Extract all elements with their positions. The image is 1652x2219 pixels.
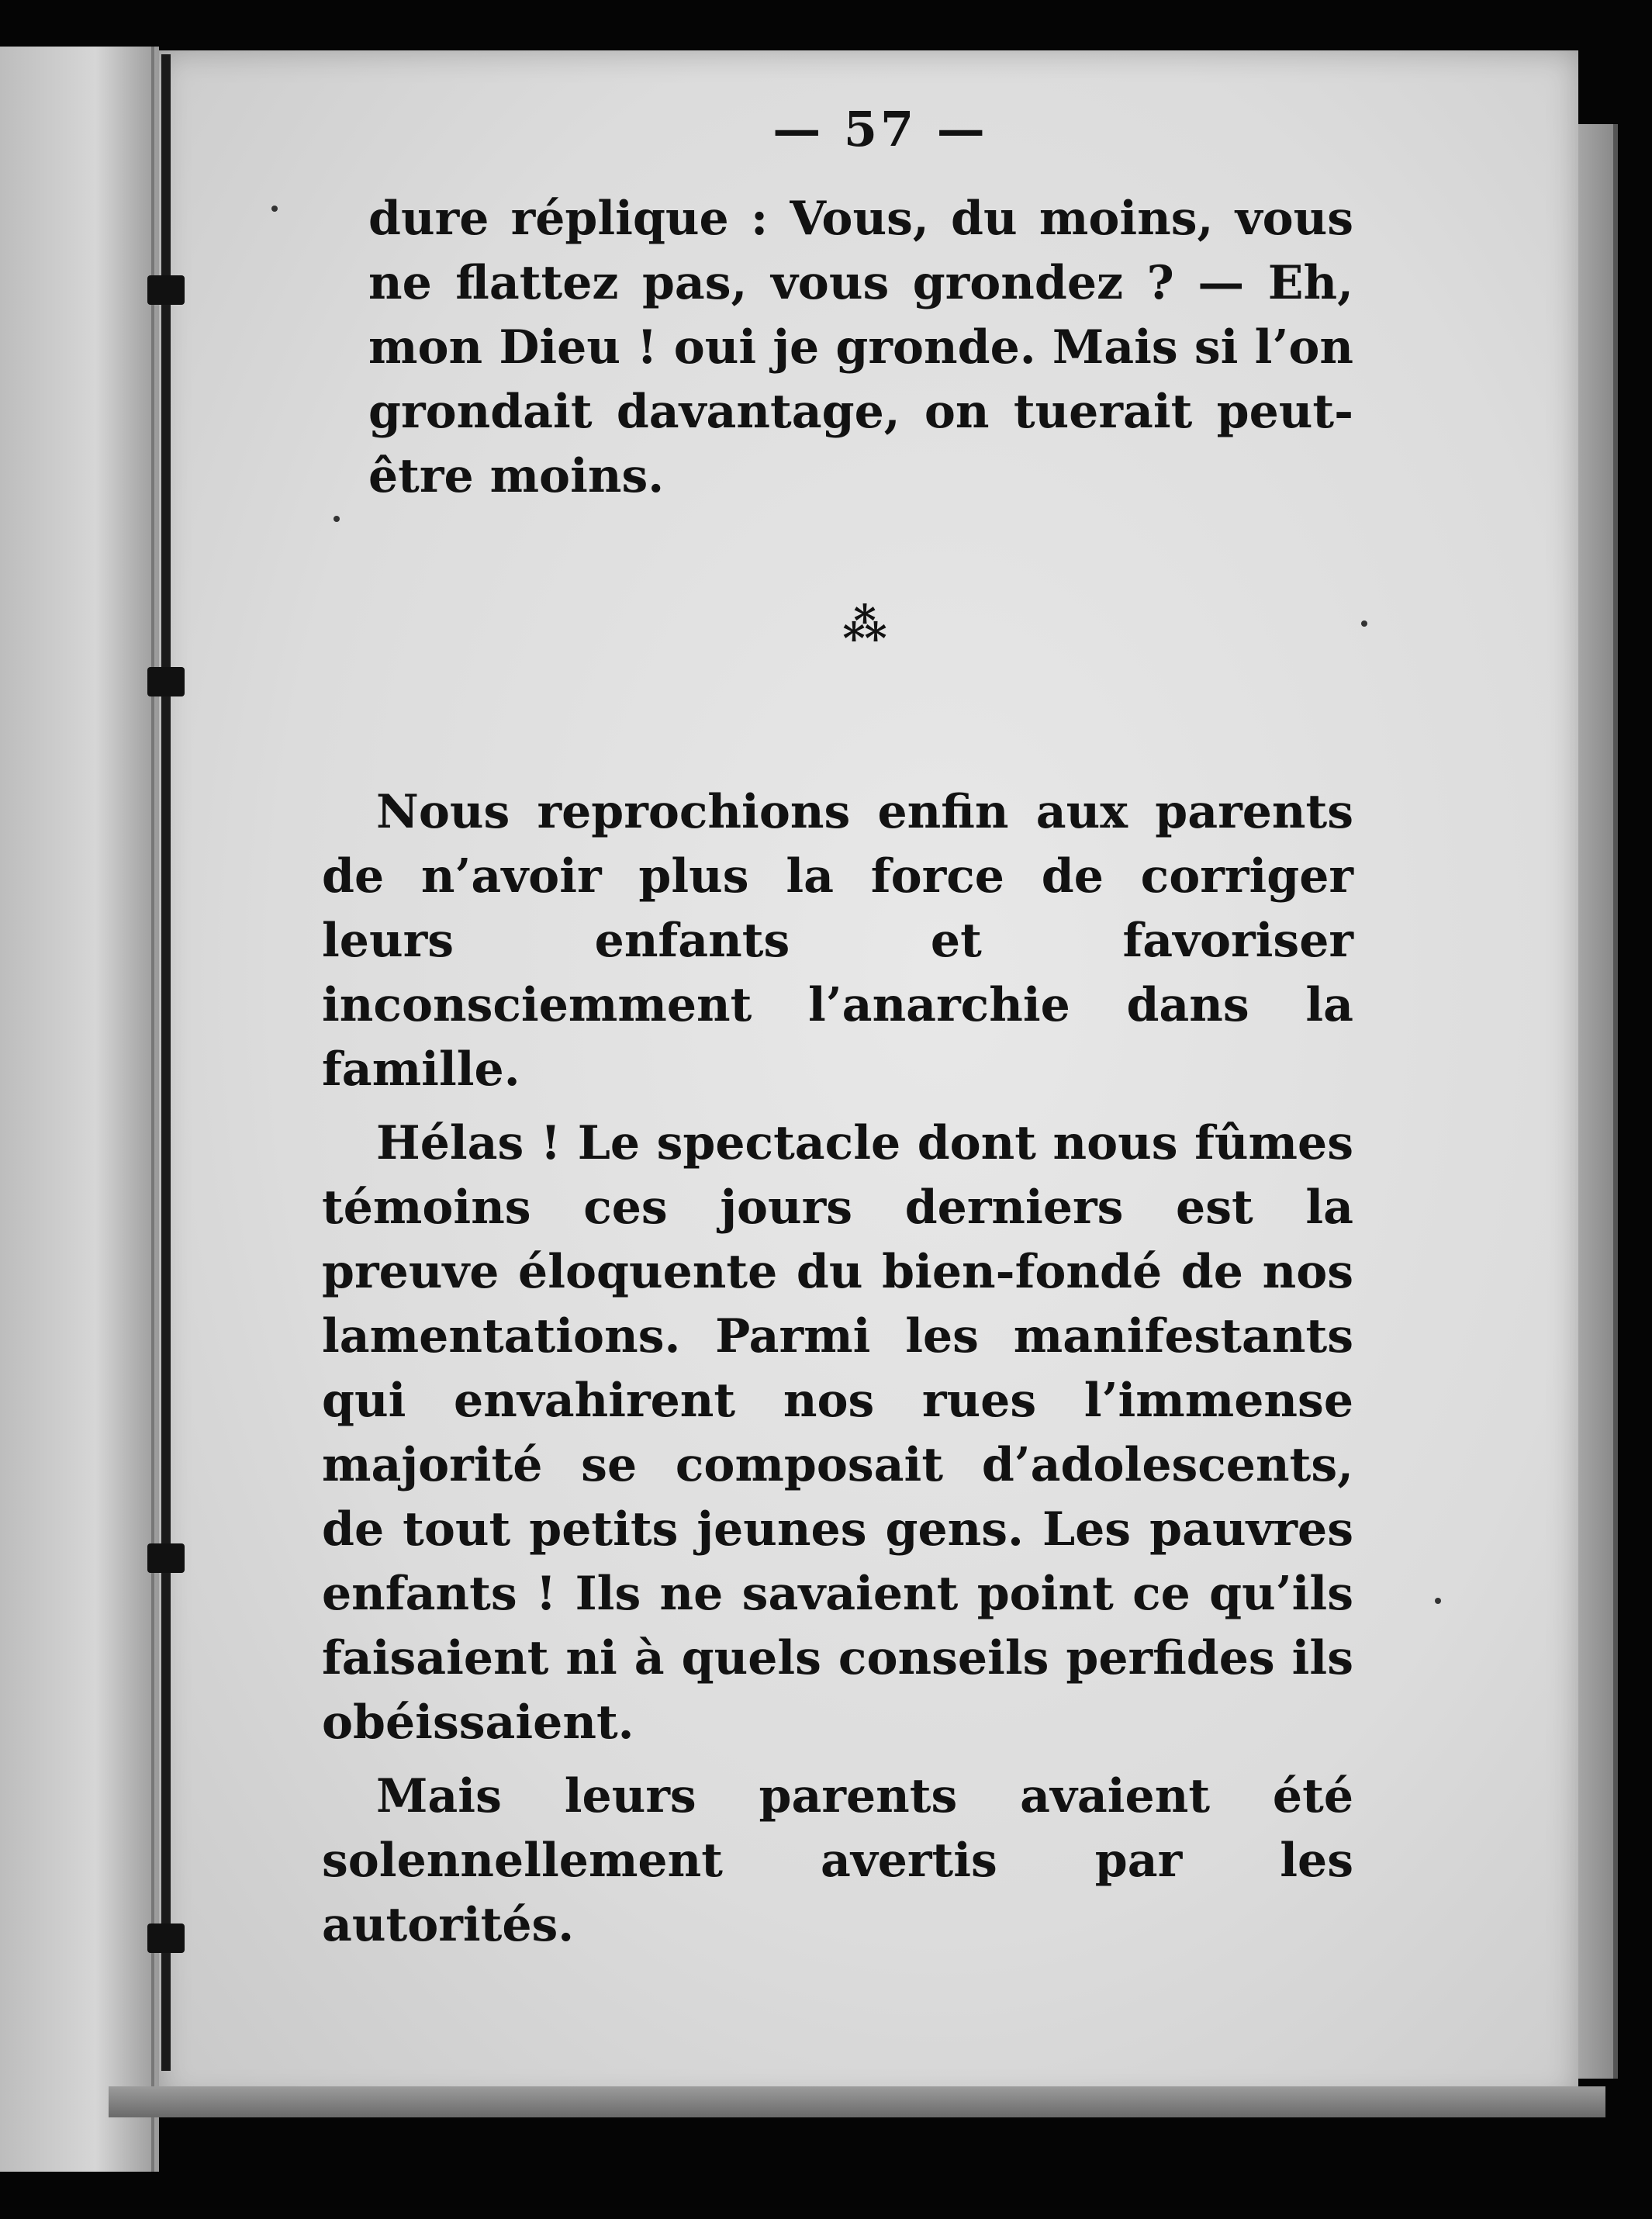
binding-stitch xyxy=(147,1923,185,1953)
page-number: — 57 — xyxy=(772,101,988,157)
text-block xyxy=(322,101,1353,1958)
paragraph: Nous reprochions enfin aux parents de n’avoir plus la force de corriger leurs enfants et favoriser inconsciemment l’anarchie dans la famille. xyxy=(322,785,1353,1097)
section-ornament: ⁂ xyxy=(842,600,887,651)
speck xyxy=(1361,620,1367,627)
speck xyxy=(271,206,278,212)
facing-page-edge xyxy=(0,47,159,2172)
binding-stitch xyxy=(147,1543,185,1573)
paragraph: dure réplique : Vous, du moins, vous ne flattez pas, vous grondez ? — Eh, mon Dieu ! oui je gronde. Mais si l’on grondait davantage, on tuerait peut-être moins. xyxy=(368,192,1353,503)
binding-stitch xyxy=(147,667,185,696)
paragraph: Hélas ! Le spectacle dont nous fûmes témoins ces jours derniers est la preuve éloquente du bien-fondé de nos lamentations. Parmi les manifestants qui envahirent nos rues l’immense majorité se composait d’adolescents, de tout petits jeunes gens. Les pauvres enfants ! Ils ne savaient point ce qu’ils faisaient ni à quels conseils perfides ils obéissaient. xyxy=(322,1116,1353,1750)
paragraph: Mais leurs parents avaient été solennellement avertis par les autorités. xyxy=(322,1769,1353,1952)
binding-spine xyxy=(161,54,171,2071)
speck xyxy=(1435,1598,1441,1604)
binding-stitch xyxy=(147,275,185,305)
page-bottom-edge xyxy=(109,2086,1605,2117)
